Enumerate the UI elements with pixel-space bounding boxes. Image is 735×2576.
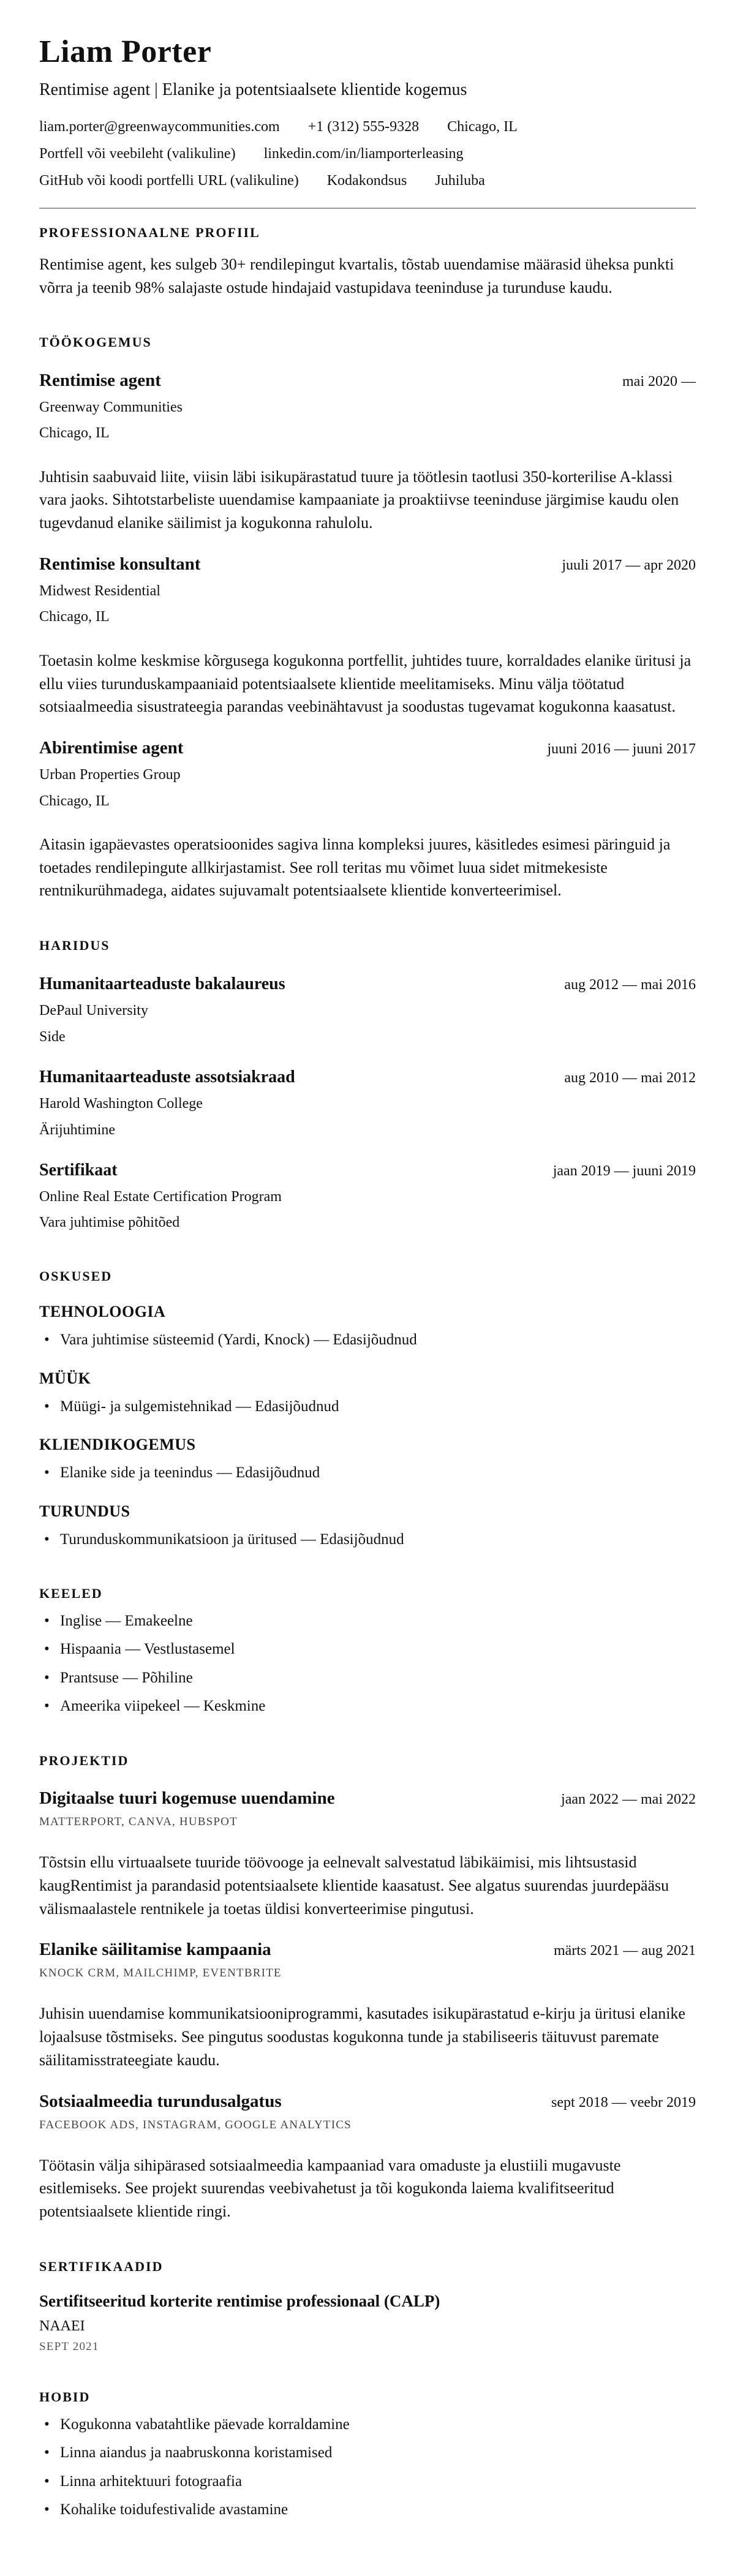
hobby-item: • Kohalike toidufestivalide avastamine [39,2499,696,2521]
skill-item: • Elanike side ja teenindus — Edasijõudnud [39,1463,696,1484]
skills-list [39,1463,696,1484]
education-dates: aug 2012 — mai 2016 [564,977,696,993]
project-description: Töötasin välja sihipärased sotsiaalmeedia kampaaniad vara omaduste ja elustiili mugavuste esitlemiseks. See projekt suurendas veebivahetust ja tõi kogukonda laiema kvalifitseeritud potentsiaalsete klientide ringi. [39,2156,621,2221]
job-head-row [39,369,696,391]
job-head-row [39,553,696,575]
job-entry [39,553,696,718]
field-of-study: Ärijuhtimine [39,1121,115,1138]
section-profile [39,225,696,299]
skills-category-name: MÜÜK [39,1369,91,1387]
section-hobbies [39,2389,696,2520]
job-location: Chicago, IL [39,793,110,809]
job-description: Juhtisin saabuvaid liite, viisin läbi isikupärastatud tuure ja töötlesin taotlusi 350-korterilise A-klassi vara jaoks. Sihtotstarbeliste uuendamise kampaaniate ja proaktiivse teeninduse järgimise kaudu olen tugevdanud elanike säilimist ja kogukonna rahulolu. [39,467,679,532]
job-entry [39,737,696,902]
job-company: Urban Properties Group [39,767,181,783]
language-item: • Prantsuse — Põhiline [39,1668,696,1689]
section-heading-work: TÖÖKOGEMUS [39,334,152,350]
candidate-title: Rentimise agent | Elanike ja potentsiaalsete klientide kogemus [39,80,467,100]
certification-issuer: NAAEI [39,2318,85,2335]
profile-summary: Rentimise agent, kes sulgeb 30+ rendilepingut kvartalis, tõstab uuendamise määrasid üheksa punkti võrra ja teenib 98% salajaste ostude hindajaid vastupidava teeninduse ja turunduse kaudu. [39,255,674,296]
job-dates: juuni 2016 — juuni 2017 [547,740,696,757]
project-dates: jaan 2022 — mai 2022 [561,1791,696,1807]
skills-category-name: TEHNOLOOGIA [39,1303,166,1321]
contact-row [39,119,696,135]
job-title: Rentimise konsultant [39,554,201,574]
skill-item: • Turunduskommunikatsioon ja üritused — Edasijõudnud [39,1529,696,1551]
certification-title: Sertifitseeritud korterite rentimise professionaal (CALP) [39,2292,440,2311]
hobbies-list [39,2414,696,2521]
job-entry [39,369,696,535]
education-head-row [39,1159,696,1181]
section-heading-education: HARIDUS [39,938,110,954]
section-skills [39,1268,696,1550]
section-education [39,938,696,1233]
field-of-study: Side [39,1028,66,1045]
hobby-item: • Linna aiandus ja naabruskonna koristamised [39,2442,696,2464]
education-dates: jaan 2019 — juuni 2019 [552,1162,696,1179]
contact-block [39,119,696,189]
project-title: Digitaalse tuuri kogemuse uuendamine [39,1788,335,1808]
project-head-row [39,2090,696,2112]
certification-date: SEPT 2021 [39,2340,99,2354]
project-description: Tõstsin ellu virtuaalsete tuuride töövooge ja eelnevalt salvestatud läbikäimisi, mis lihtsustasid kaugRentimist ja parandasid potentsiaalsete klientide kaasatust. See algatus suurendas juurdepääsu välismaalastele rentnikele ja toetas üldisi konverteerimise pingutusi. [39,1853,669,1918]
certification-entry [39,2291,696,2354]
contact-linkedin: linkedin.com/in/liamporterleasing [263,145,464,162]
skills-list [39,1396,696,1418]
job-description: Aitasin igapäevastes operatsioonides sagiva linna kompleksi juures, käsitledes esimesi päringuid ja toetades rendilepingute allkirjastamist. See roll teritas mu võimet luua sidet mitmekesiste rentnikurühmadega, aidates sujuvamalt potentsiaalsete klientide konverteerimisel. [39,835,671,900]
project-dates: märts 2021 — aug 2021 [554,1943,696,1959]
skills-list [39,1330,696,1351]
resume-header [39,34,696,189]
job-company: Greenway Communities [39,399,183,415]
contact-drivers-license: Juhiluba [435,172,485,189]
contact-location: Chicago, IL [447,118,518,135]
section-heading-certifications: SERTIFIKAADID [39,2258,164,2274]
project-tools: FACEBOOK ADS, INSTAGRAM, GOOGLE ANALYTICS [39,2118,352,2131]
project-head-row [39,1938,696,1960]
skills-category [39,1502,696,1551]
candidate-name: Liam Porter [39,34,212,69]
contact-github: GitHub või koodi portfelli URL (valikuline) [39,172,299,189]
hobby-item: • Kogukonna vabatahtlike päevade korraldamine [39,2414,696,2436]
degree-title: Sertifikaat [39,1160,118,1180]
job-title: Rentimise agent [39,370,161,390]
project-entry [39,1787,696,1920]
section-heading-skills: OSKUSED [39,1268,113,1284]
contact-portfolio: Portfell või veebileht (valikuline) [39,145,236,162]
job-company: Midwest Residential [39,583,160,600]
section-heading-hobbies: HOBID [39,2389,91,2405]
languages-list [39,1611,696,1717]
education-entry [39,973,696,1047]
section-languages [39,1586,696,1717]
job-description: Toetasin kolme keskmise kõrgusega kogukonna portfellit, juhtides tuure, korraldades elanike üritusi ja ellu viies turunduskampaaniaid potentsiaalsete klientide meelitamiseks. Minu välja töötatud sotsiaalmeedia sisustrateegia parandas veebinähtavust ja soodustas tugevamat kogukonna kaasatust. [39,651,692,716]
contact-phone: +1 (312) 555-9328 [307,118,420,135]
contact-email: liam.porter@greenwaycommunities.com [39,118,280,135]
section-heading-projects: PROJEKTID [39,1752,129,1768]
project-dates: sept 2018 — veebr 2019 [551,2094,696,2111]
project-entry [39,1938,696,2071]
section-heading-languages: KEELED [39,1586,103,1602]
language-item: • Inglise — Emakeelne [39,1611,696,1632]
education-entry [39,1159,696,1233]
job-head-row [39,737,696,759]
section-work [39,334,696,902]
project-head-row [39,1787,696,1809]
school-name: Harold Washington College [39,1096,203,1112]
degree-title: Humanitaarteaduste assotsiakraad [39,1068,295,1087]
field-of-study: Vara juhtimise põhitõed [39,1215,180,1231]
school-name: DePaul University [39,1003,148,1019]
school-name: Online Real Estate Certification Program [39,1188,282,1205]
skills-category [39,1436,696,1484]
job-title: Abirentimise agent [39,737,184,758]
job-location: Chicago, IL [39,609,110,625]
header-divider [39,208,696,209]
job-dates: juuli 2017 — apr 2020 [562,557,696,573]
project-description: Juhisin uuendamise kommunikatsiooniprogrammi, kasutades isikupärastatud e-kirju ja üritusi elanike lojaalsuse tõstmiseks. See pingutus soodustas kogukonna tunde ja stabiliseeris täituvust paremate säilitamisstrateegiate kaudu. [39,2005,685,2069]
education-dates: aug 2010 — mai 2012 [564,1070,696,1087]
section-heading-profile: PROFESSIONAALNE PROFIIL [39,224,260,240]
project-entry [39,2090,696,2223]
project-title: Sotsiaalmeedia turundusalgatus [39,2091,282,2111]
project-tools: KNOCK CRM, MAILCHIMP, EVENTBRITE [39,1967,282,1980]
job-location: Chicago, IL [39,425,110,442]
project-title: Elanike säilitamise kampaania [39,1940,271,1960]
contact-row [39,173,696,189]
contact-row [39,146,696,162]
hobby-item: • Linna arhitektuuri fotograafia [39,2471,696,2493]
section-projects [39,1753,696,2223]
project-tools: MATTERPORT, CANVA, HUBSPOT [39,1815,238,1829]
section-certifications [39,2259,696,2354]
skills-category-name: KLIENDIKOGEMUS [39,1436,196,1454]
language-item: • Ameerika viipekeel — Keskmine [39,1696,696,1717]
education-head-row [39,973,696,995]
skill-item: • Müügi- ja sulgemistehnikad — Edasijõudnud [39,1396,696,1418]
education-head-row [39,1066,696,1088]
education-entry [39,1066,696,1140]
skill-item: • Vara juhtimise süsteemid (Yardi, Knock) — Edasijõudnud [39,1330,696,1351]
degree-title: Humanitaarteaduste bakalaureus [39,974,285,994]
contact-citizenship: Kodakondsus [326,172,407,189]
skills-category [39,1369,696,1418]
skills-list [39,1529,696,1551]
job-dates: mai 2020 — [622,373,696,390]
language-item: • Hispaania — Vestlustasemel [39,1639,696,1660]
skills-category-name: TURUNDUS [39,1502,130,1520]
skills-category [39,1303,696,1351]
